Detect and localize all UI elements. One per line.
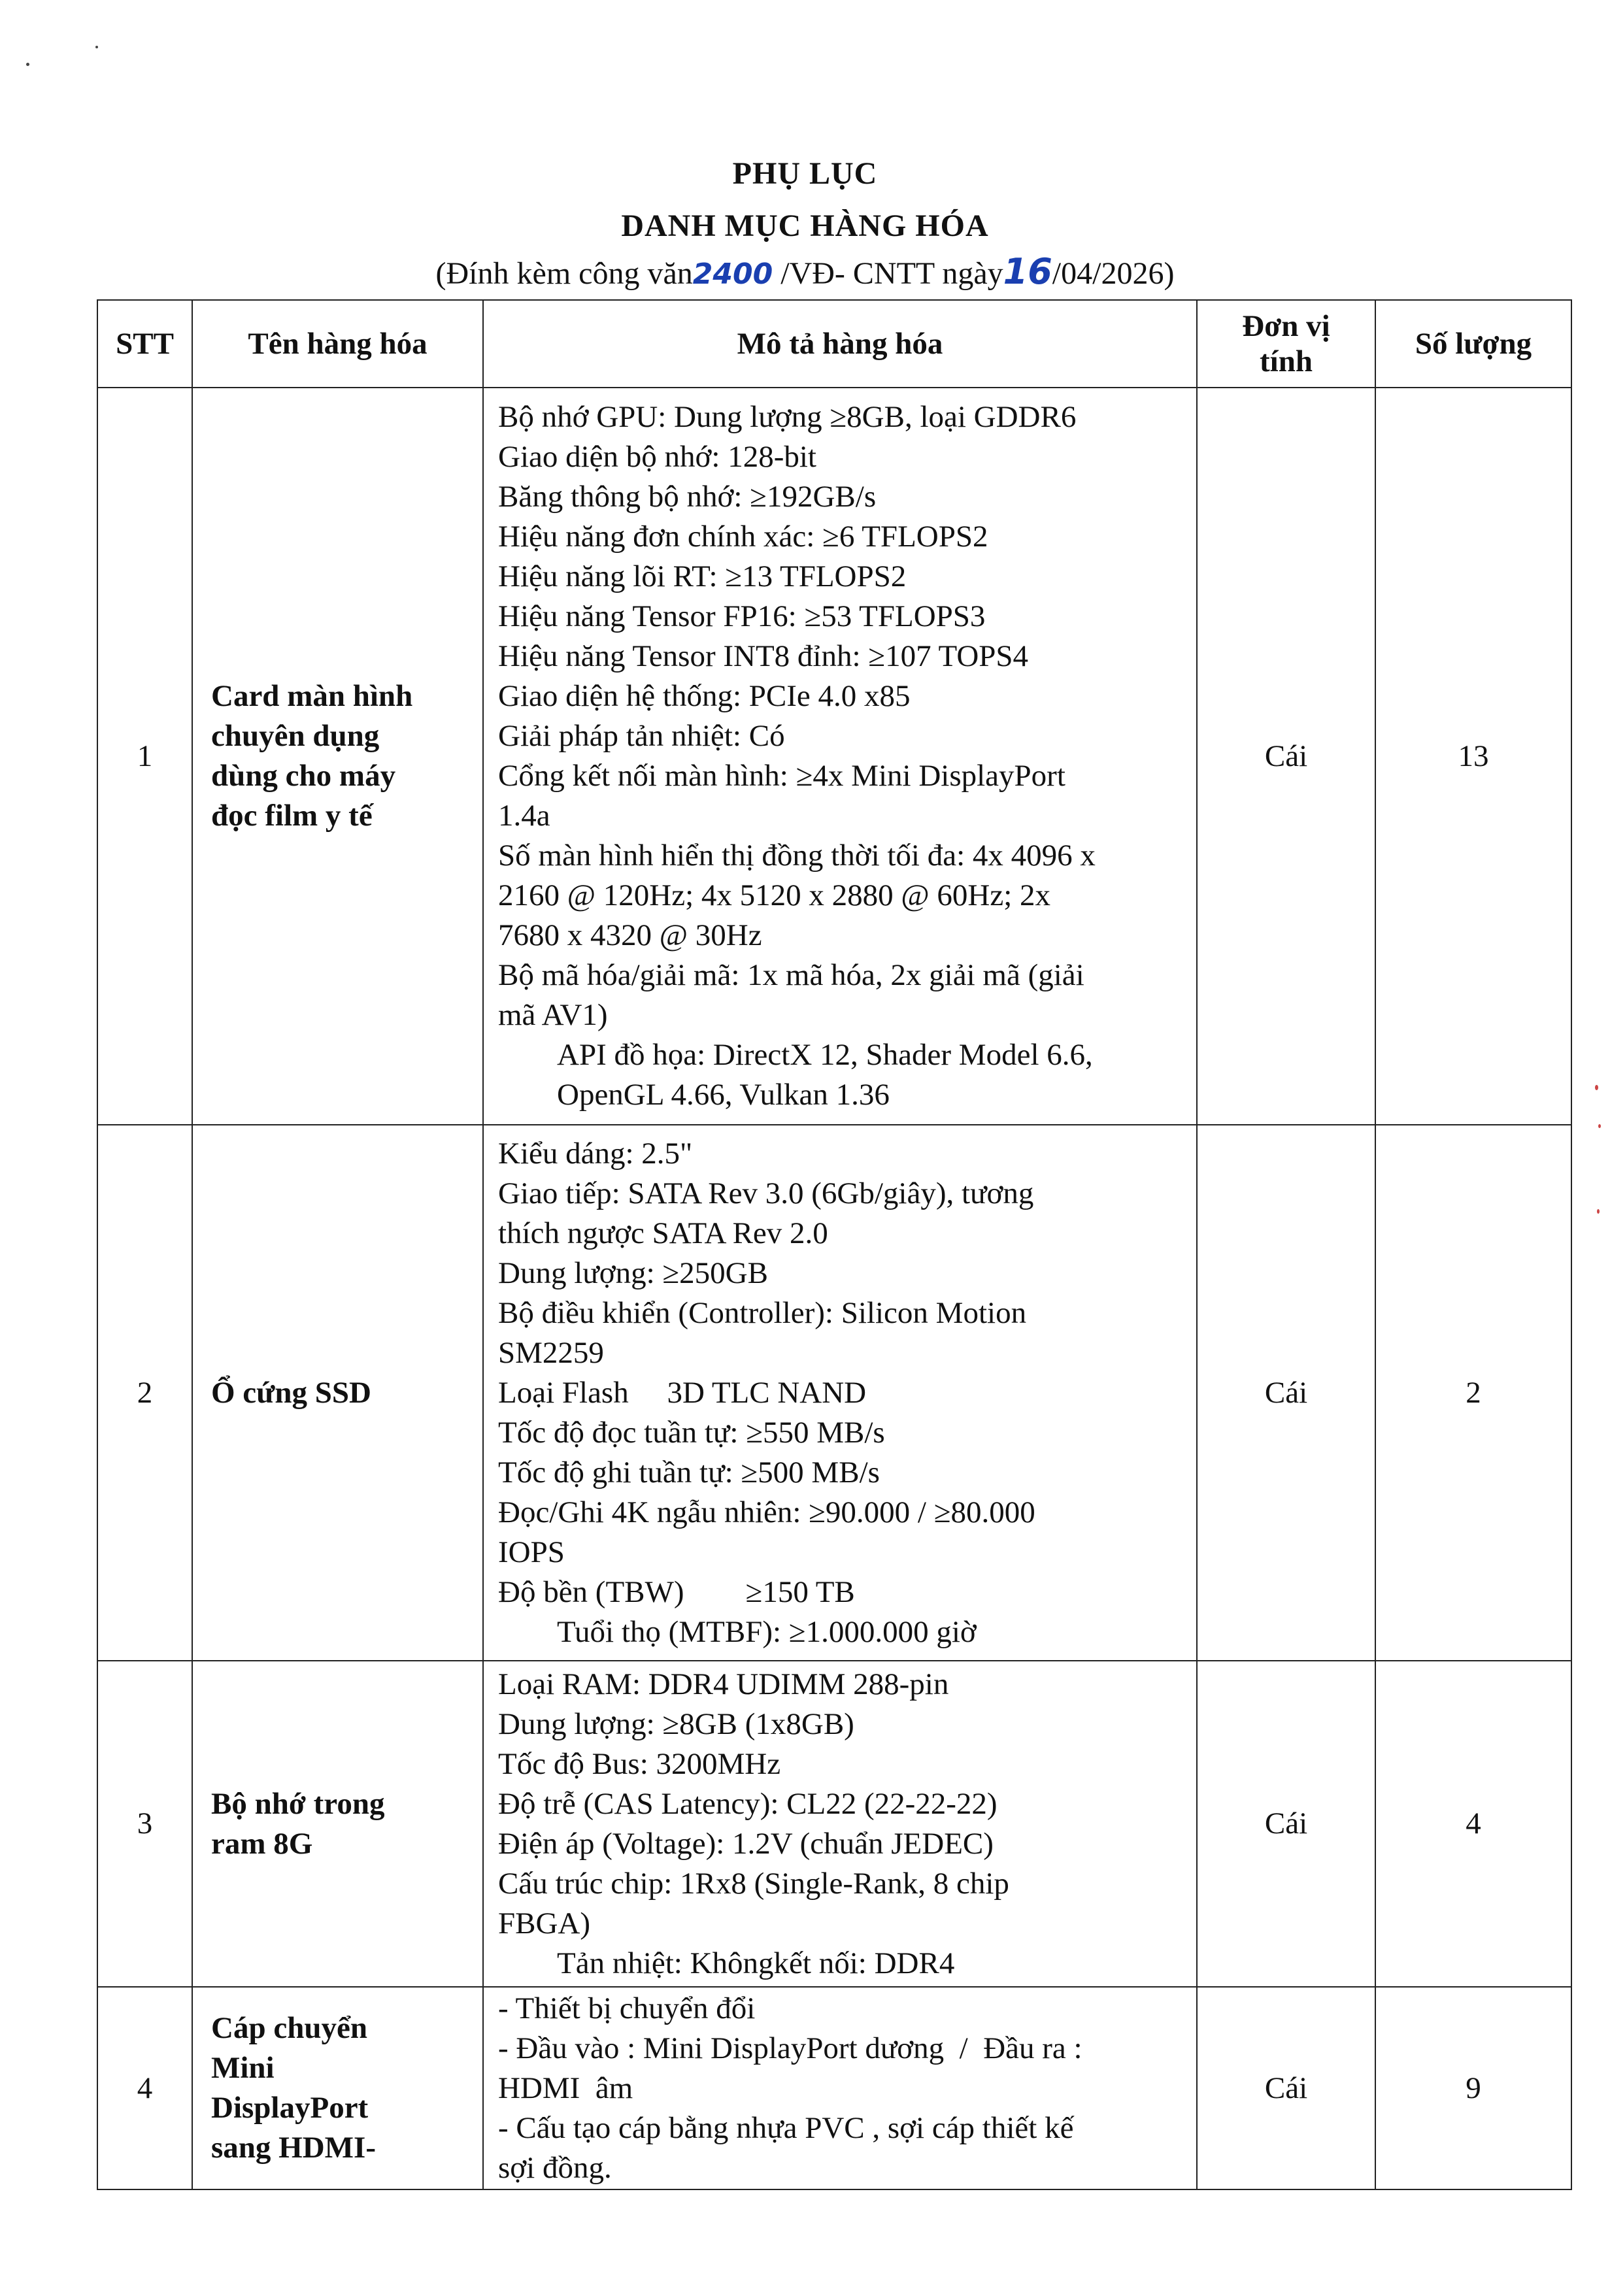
description-line: Kiểu dáng: 2.5" (498, 1136, 693, 1171)
cell-quantity: 9 (1375, 1987, 1571, 2189)
description-line: HDMI âm (498, 2071, 633, 2105)
cell-stt: 1 (97, 388, 192, 1125)
attachment-reference (0, 251, 1610, 292)
table-row (97, 1125, 1571, 1661)
description-line: Hiệu năng Tensor FP16: ≥53 TFLOPS3 (498, 599, 986, 633)
cell-item-name (192, 1987, 483, 2189)
description-line: Độ bền (TBW) ≥150 TB (498, 1574, 855, 1609)
description-line: Số màn hình hiển thị đồng thời tối đa: 4x 4096 x (498, 839, 1096, 873)
description-line: 1.4a (498, 799, 550, 833)
description-line: thích ngược SATA Rev 2.0 (498, 1216, 828, 1250)
description-line: Tuổi thọ (MTBF): ≥1.000.000 giờ (557, 1614, 977, 1649)
item-name-line: đọc film y tế (211, 799, 373, 833)
cell-unit: Cái (1197, 388, 1375, 1125)
item-name-line: DisplayPort (211, 2091, 369, 2125)
description-line: Tốc độ đọc tuần tự: ≥550 MB/s (498, 1415, 885, 1450)
header-stt: STT (97, 300, 192, 388)
item-name-line: sang HDMI- (211, 2131, 376, 2165)
item-name-line: Ổ cứng SSD (211, 1375, 371, 1410)
description-line: Loại RAM: DDR4 UDIMM 288-pin (498, 1667, 949, 1701)
description-line: FBGA) (498, 1906, 591, 1940)
cell-unit: Cái (1197, 1661, 1375, 1987)
description-line: Điện áp (Voltage): 1.2V (chuẩn JEDEC) (498, 1826, 994, 1861)
item-name-line: dùng cho máy (211, 759, 396, 793)
description-line: Tốc độ Bus: 3200MHz (498, 1746, 781, 1781)
description-line: 2160 @ 120Hz; 4x 5120 x 2880 @ 60Hz; 2x (498, 878, 1051, 912)
cell-quantity: 4 (1375, 1661, 1571, 1987)
cell-item-name (192, 1661, 483, 1987)
description-line: Hiệu năng Tensor INT8 đỉnh: ≥107 TOPS4 (498, 639, 1029, 673)
description-line: - Cấu tạo cáp bằng nhựa PVC , sợi cáp thiết kế (498, 2110, 1074, 2145)
description-line: API đồ họa: DirectX 12, Shader Model 6.6, (557, 1038, 1093, 1072)
item-name-line: Card màn hình (211, 679, 413, 713)
description-line: OpenGL 4.66, Vulkan 1.36 (557, 1078, 890, 1112)
scan-speck (26, 63, 29, 66)
cell-stt: 2 (97, 1125, 192, 1661)
appendix-title: PHỤ LỤC (732, 156, 878, 191)
subtitle-mid: /VĐ- CNTT ngày (773, 256, 1003, 291)
description-line: Độ trễ (CAS Latency): CL22 (22-22-22) (498, 1786, 998, 1821)
description-line: Cổng kết nối màn hình: ≥4x Mini DisplayPort (498, 759, 1065, 793)
goods-table (97, 299, 1572, 2190)
description-line: Dung lượng: ≥250GB (498, 1256, 768, 1290)
cell-unit: Cái (1197, 1125, 1375, 1661)
handwritten-day: 16 (1003, 251, 1052, 292)
header-description: Mô tả hàng hóa (483, 300, 1197, 388)
description-line: Giao diện hệ thống: PCIe 4.0 x85 (498, 679, 911, 713)
item-name-line: Bộ nhớ trong (211, 1786, 385, 1821)
description-line: Loại Flash 3D TLC NAND (498, 1375, 867, 1410)
cell-quantity: 2 (1375, 1125, 1571, 1661)
table-row (97, 1987, 1571, 2189)
description-line: Bộ nhớ GPU: Dung lượng ≥8GB, loại GDDR6 (498, 400, 1077, 434)
scan-speck (95, 46, 98, 48)
table-row (97, 1661, 1571, 1987)
handwritten-doc-number: 2400 (692, 258, 773, 291)
description-line: mã AV1) (498, 998, 608, 1032)
description-line: Dung lượng: ≥8GB (1x8GB) (498, 1706, 854, 1741)
item-name-line: Mini (211, 2051, 275, 2085)
description-line: sợi đồng. (498, 2150, 612, 2185)
description-line: Hiệu năng lõi RT: ≥13 TFLOPS2 (498, 559, 907, 593)
description-line: Giải pháp tản nhiệt: Có (498, 719, 785, 753)
item-name-line: Cáp chuyển (211, 2011, 367, 2045)
item-name-line: chuyên dụng (211, 719, 380, 753)
cell-unit: Cái (1197, 1987, 1375, 2189)
description-line: Bộ điều khiển (Controller): Silicon Motion (498, 1295, 1027, 1330)
description-line: - Thiết bị chuyển đổi (498, 1991, 756, 2025)
cell-quantity: 13 (1375, 388, 1571, 1125)
description-line: - Đầu vào : Mini DisplayPort dương / Đầu ra : (498, 2031, 1082, 2065)
description-line: Hiệu năng đơn chính xác: ≥6 TFLOPS2 (498, 520, 988, 554)
cell-stt: 3 (97, 1661, 192, 1987)
table-body (97, 388, 1571, 2189)
header-unit-line2: tính (1260, 344, 1313, 378)
description-line: IOPS (498, 1535, 565, 1569)
header-quantity: Số lượng (1375, 300, 1571, 388)
header-name: Tên hàng hóa (192, 300, 483, 388)
scan-speck (1598, 1124, 1601, 1128)
cell-item-name (192, 388, 483, 1125)
subtitle-suffix: /04/2026) (1052, 256, 1175, 291)
cell-stt: 4 (97, 1987, 192, 2189)
description-line: Băng thông bộ nhớ: ≥192GB/s (498, 480, 877, 514)
description-line: Giao diện bộ nhớ: 128-bit (498, 440, 816, 474)
description-line: Bộ mã hóa/giải mã: 1x mã hóa, 2x giải mã (giải (498, 958, 1084, 992)
description-line: Tốc độ ghi tuần tự: ≥500 MB/s (498, 1455, 880, 1489)
cell-description (483, 388, 1197, 1125)
description-line: 7680 x 4320 @ 30Hz (498, 918, 762, 952)
description-line: Giao tiếp: SATA Rev 3.0 (6Gb/giây), tương (498, 1176, 1034, 1210)
catalog-title: DANH MỤC HÀNG HÓA (621, 208, 989, 243)
table-row (97, 388, 1571, 1125)
item-name-line: ram 8G (211, 1826, 313, 1861)
description-line: SM2259 (498, 1335, 604, 1370)
cell-description (483, 1987, 1197, 2189)
table-header-row (97, 300, 1571, 388)
cell-description (483, 1125, 1197, 1661)
scan-speck (1595, 1085, 1598, 1090)
description-line: Tản nhiệt: Khôngkết nối: DDR4 (557, 1946, 955, 1980)
header-unit (1197, 300, 1375, 388)
scan-speck (1597, 1209, 1600, 1214)
subtitle-prefix: (Đính kèm công văn (435, 256, 693, 291)
cell-item-name (192, 1125, 483, 1661)
cell-description (483, 1661, 1197, 1987)
header-unit-line1: Đơn vị (1242, 309, 1330, 343)
description-line: Cấu trúc chip: 1Rx8 (Single-Rank, 8 chip (498, 1866, 1009, 1901)
description-line: Đọc/Ghi 4K ngẫu nhiên: ≥90.000 / ≥80.000 (498, 1495, 1035, 1529)
